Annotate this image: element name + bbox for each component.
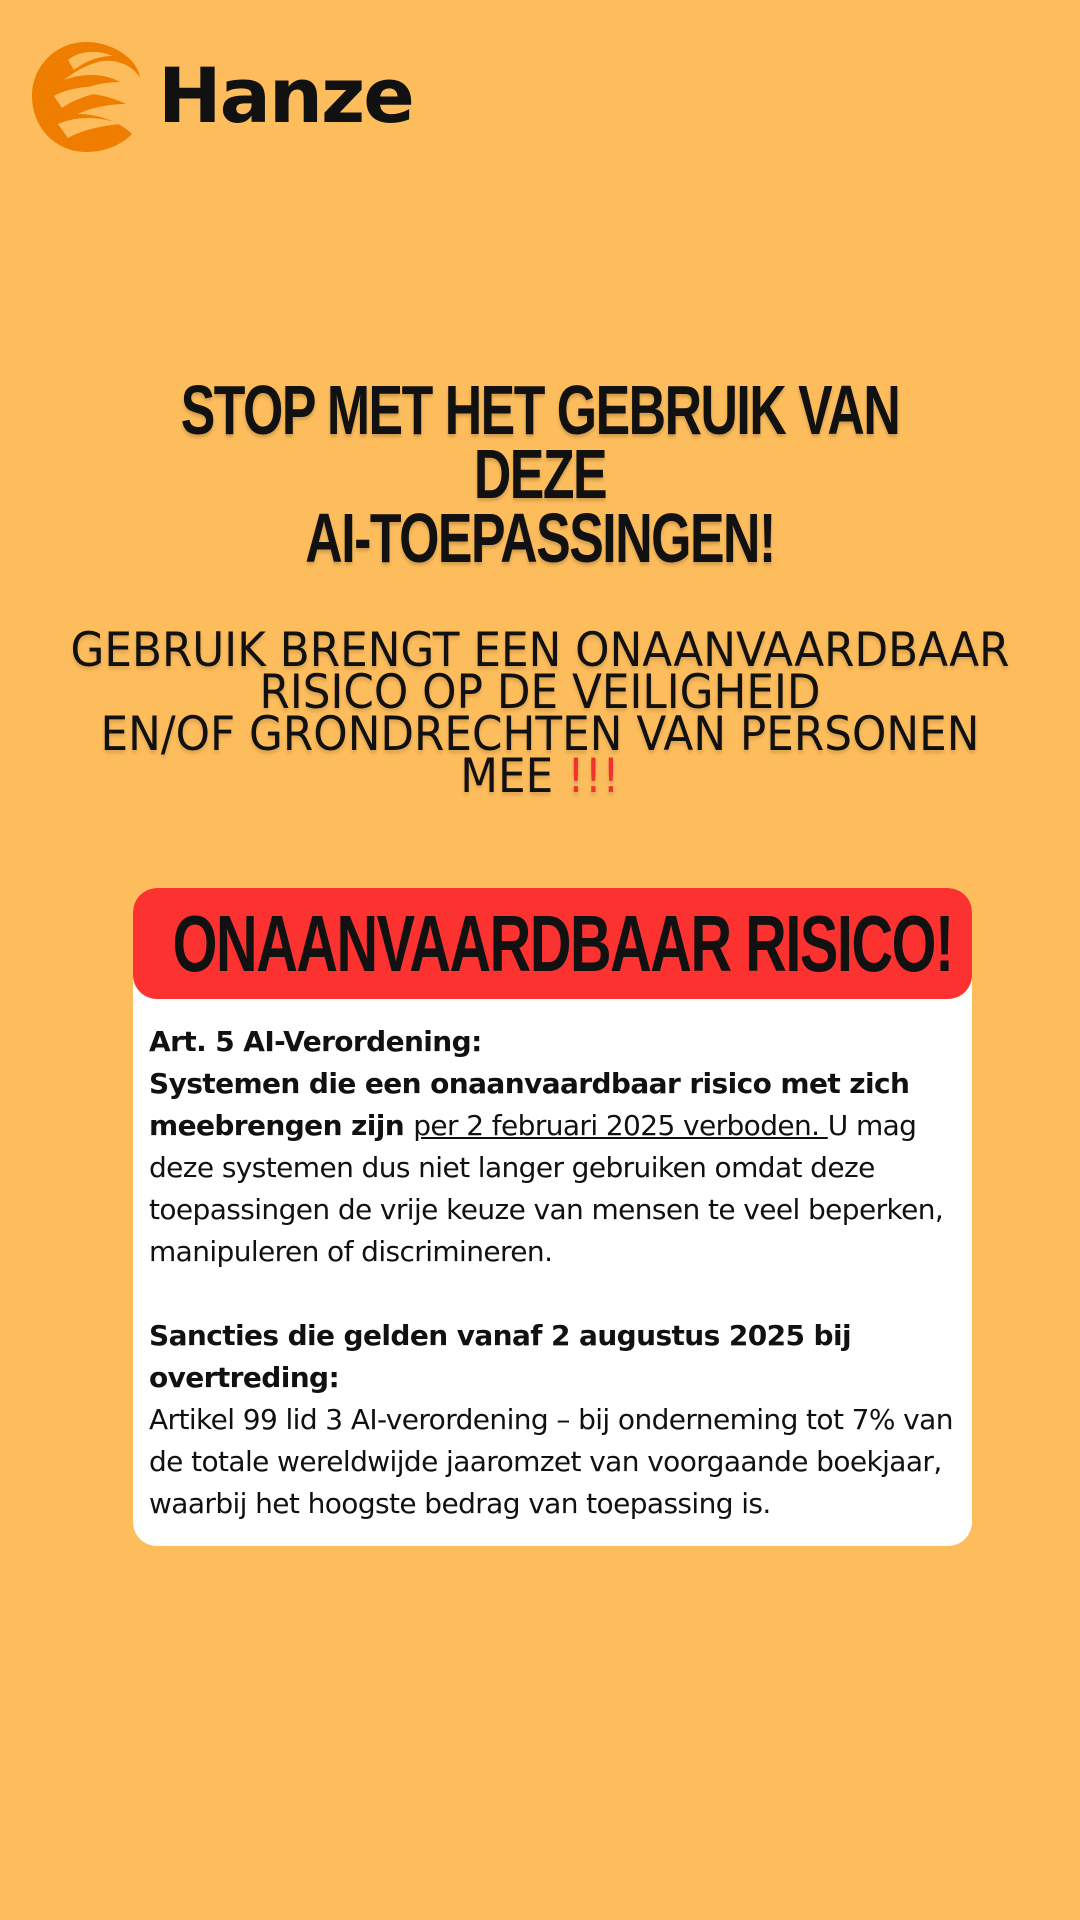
risk-warning-line-3: EN/OF GRONDRECHTEN VAN PERSONEN [100,707,980,762]
article-title: Art. 5 AI-Verordening: [149,1025,482,1058]
risk-warning-line-4 [38,749,1042,804]
article-paragraph [149,1063,954,1273]
headline-line-1: STOP MET HET GEBRUIK VAN DEZE [180,371,900,513]
headline-line-2: AI-TOEPASSINGEN! [305,499,775,577]
brand-name: Hanze [158,51,413,140]
risk-warning-line-1: GEBRUIK BRENGT EEN ONAANVAARDBAAR [70,623,1010,678]
card-header [133,888,972,999]
paragraph-spacer [149,1273,954,1315]
risk-warning-line-2: RISICO OP DE VEILIGHEID [259,665,821,720]
page-headline [140,371,939,577]
risk-warning-line-4-text: MEE [460,749,568,804]
ban-date: per 2 februari 2025 verboden. [413,1109,828,1142]
info-card [133,888,972,1546]
sanctions-text: Artikel 99 lid 3 AI-verordening – bij onderneming tot 7% van de totale wereldwijde jaaromzet van voorgaande boekjaar, waarbij het hoogste bedrag van toepassing is. [149,1403,953,1520]
risk-warning [38,623,1042,804]
exclamation-marks: !!! [567,749,620,804]
article-rest: U mag deze systemen dus niet langer gebruiken omdat deze toepassingen de vrije keuze van mensen te veel beperken, manipuleren of discrimineren. [149,1109,944,1268]
card-header-title: ONAANVAARDBAAR RISICO! [172,898,953,988]
article-lead: Systemen die een onaanvaardbaar risico met zich meebrengen zijn [149,1067,910,1142]
sanctions-title: Sancties die gelden vanaf 2 augustus 2025 bij overtreding: [149,1319,851,1394]
hanze-swirl-logo-icon [28,38,144,154]
brand-logo [28,38,413,154]
card-body [133,999,972,1525]
